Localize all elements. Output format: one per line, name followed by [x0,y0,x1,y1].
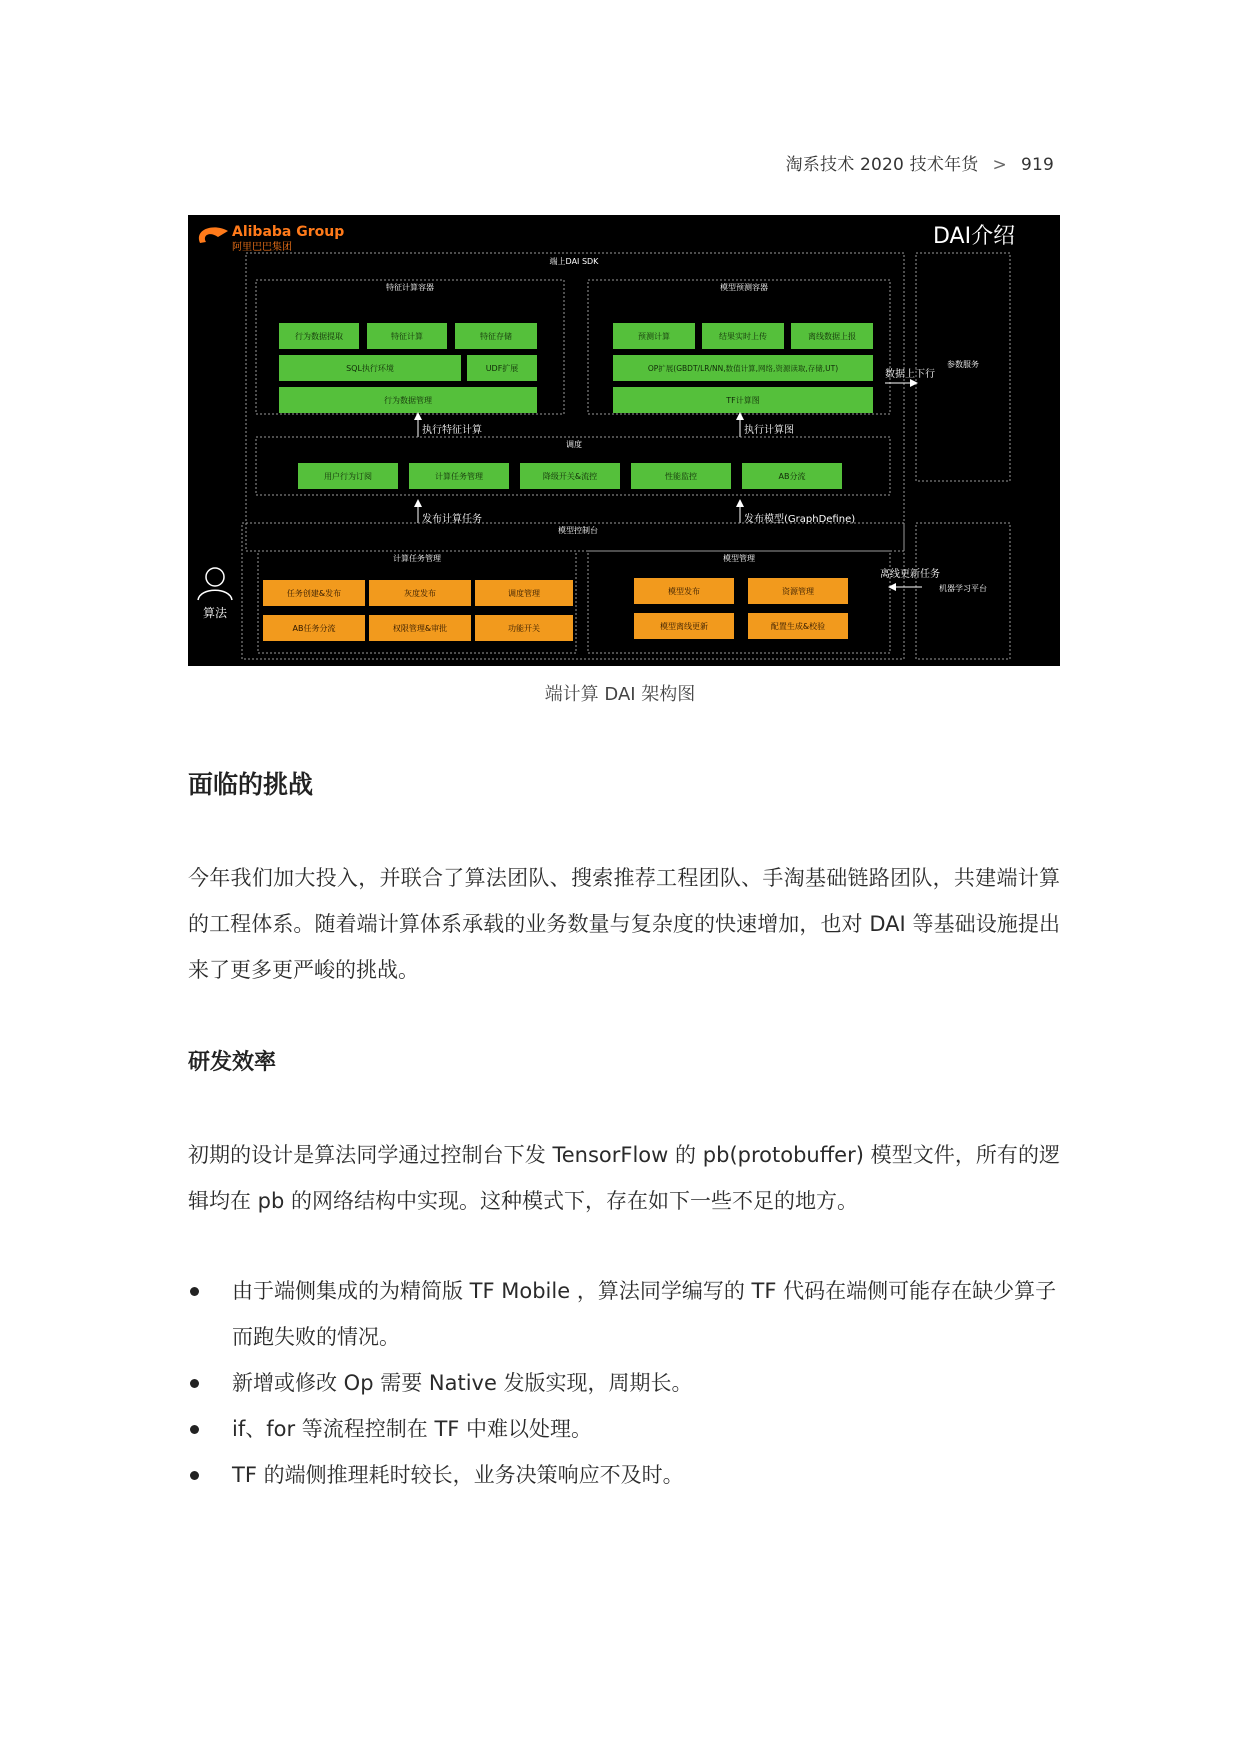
publish-model-label: 发布模型(GraphDefine) [744,514,856,525]
actor-label: 算法 [202,606,228,620]
box-ab-split-label: AB分流 [778,472,806,481]
box-behavior-mgmt-label: 行为数据管理 [384,396,432,405]
running-header [786,150,1054,175]
bullet-dot-icon [190,1379,199,1388]
list-item [188,1406,1060,1452]
alibaba-logo [199,224,344,253]
list-item [188,1360,1060,1406]
box-degrade-label: 降级开关&流控 [542,472,598,481]
box-schedule-mgmt-label: 调度管理 [508,589,540,598]
box-config-gen-label: 配置生成&校验 [770,622,826,631]
list-item-text: 由于端侧集成的为精简版 TF Mobile ，算法同学编写的 TF 代码在端侧可能存在缺少算子而跑失败的情况。 [232,1279,1057,1349]
box-ab-task-label: AB任务分流 [292,624,336,633]
model-boxes [613,323,873,413]
figure-title: DAI介绍 [933,224,1016,249]
dai-architecture-figure [188,215,1060,666]
box-tf-graph-label: TF计算图 [726,396,760,405]
box-feature-store-label: 特征存储 [480,332,512,341]
paragraph-efficiency: 初期的设计是算法同学通过控制台下发 TensorFlow 的 pb(protobuffer) 模型文件，所有的逻辑均在 pb 的网络结构中实现。这种模式下，存在如下一些不足的地方。 [188,1143,1060,1213]
publish-task-label: 发布计算任务 [422,514,482,525]
algorithm-user-icon [198,568,232,600]
bullet-dot-icon [190,1287,199,1296]
box-udf-label: UDF扩展 [485,364,519,373]
bullet-dot-icon [190,1425,199,1434]
box-result-upload-label: 结果实时上传 [719,332,767,341]
feature-container-title: 特征计算容器 [386,283,434,292]
model-container-title: 模型预测容器 [720,283,768,292]
box-sql-env-label: SQL执行环境 [346,364,394,373]
box-resource-mgmt-label: 资源管理 [782,587,814,596]
box-op-extension-label: OP扩展(GBDT/LR/NN,数值计算,网络,资源读取,存储,UT) [647,364,839,373]
box-task-create-label: 任务创建&发布 [286,589,342,598]
schedule-title: 调度 [566,440,582,449]
task-mgmt-title: 计算任务管理 [393,554,441,563]
box-offline-report-label: 离线数据上报 [808,332,856,341]
book-title: 淘系技术 2020 技术年货 [785,155,979,175]
page-number: 919 [1020,155,1054,175]
box-behavior-extract-label: 行为数据提取 [295,332,343,341]
logo-cn: 阿里巴巴集团 [232,242,292,253]
bullet-dot-icon [190,1471,199,1480]
schedule-boxes [298,463,842,489]
list-item [188,1452,1060,1498]
box-perf-monitor-label: 性能监控 [665,472,697,481]
exec-graph-label: 执行计算图 [744,425,794,436]
box-user-subscribe-label: 用户行为订阅 [324,472,372,481]
box-task-mgmt-label: 计算任务管理 [435,472,483,481]
section-heading-challenges: 面临的挑战 [188,770,314,799]
model-mgmt-boxes [634,578,848,639]
box-predict-label: 预测计算 [638,332,670,341]
offline-update-label: 离线更新任务 [880,569,940,580]
exec-feature-label: 执行特征计算 [422,425,482,436]
list-item-text: TF 的端侧推理耗时较长，业务决策响应不及时。 [232,1463,684,1487]
feature-boxes [279,323,537,413]
param-service-label: 参数服务 [947,360,979,369]
sdk-title: 端上DAI SDK [549,257,599,266]
section-heading-efficiency: 研发效率 [188,1050,277,1075]
model-mgmt-title: 模型管理 [723,554,755,563]
console-title: 模型控制台 [558,526,598,535]
ml-platform-label: 机器学习平台 [939,584,987,593]
box-gray-release-label: 灰度发布 [404,589,436,598]
issues-list [188,1268,1060,1498]
paragraph-challenges: 今年我们加大投入，并联合了算法团队、搜索推荐工程团队、手淘基础链路团队，共建端计算的工程体系。随着端计算体系承载的业务数量与复杂度的快速增加，也对 DAI 等基础设施提出来了更多更严峻的挑战。 [188,866,1060,982]
box-feature-switch-label: 功能开关 [508,624,540,633]
box-feature-calc-label: 特征计算 [391,332,423,341]
list-item-text: 新增或修改 Op 需要 Native 发版实现，周期长。 [232,1371,693,1395]
list-item-text: if、for 等流程控制在 TF 中难以处理。 [232,1417,593,1441]
box-permission-label: 权限管理&审批 [392,624,448,633]
figure-caption: 端计算 DAI 架构图 [544,684,696,705]
data-up-label: 数据上下行 [885,369,935,380]
logo-text: Alibaba Group [232,224,345,240]
box-model-publish-label: 模型发布 [668,587,700,596]
box-model-offline-label: 模型离线更新 [660,622,708,631]
task-mgmt-boxes [263,580,573,641]
header-separator: > [992,155,1007,175]
list-item [188,1268,1060,1360]
